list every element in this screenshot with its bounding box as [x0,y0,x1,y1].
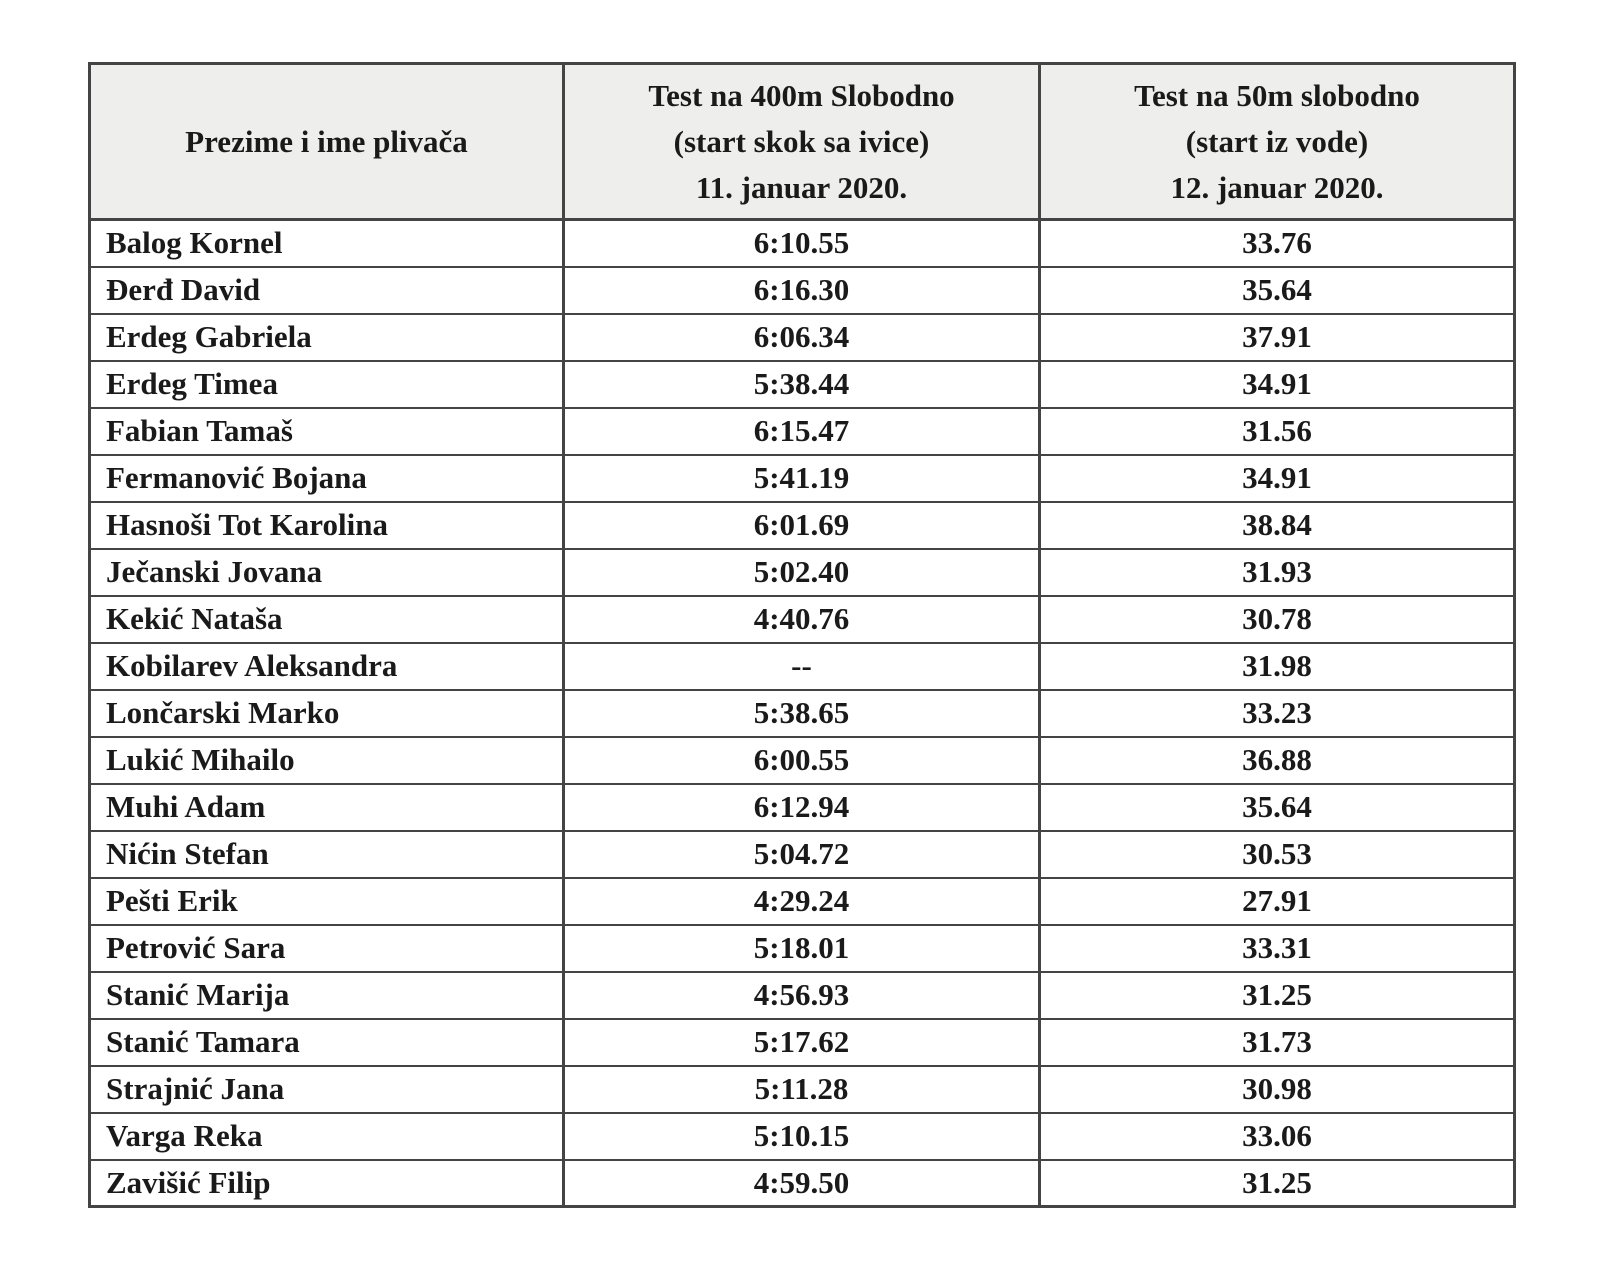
table-row [90,1066,1515,1113]
test-50m-result-cell: 35.64 [1040,267,1515,314]
table-row [90,690,1515,737]
test-50m-result-cell: 31.25 [1040,972,1515,1019]
test-50m-result-cell: 34.91 [1040,361,1515,408]
table-row [90,1019,1515,1066]
test-400m-result-cell: 5:04.72 [564,831,1040,878]
test-50m-result-cell: 30.53 [1040,831,1515,878]
table-body [90,220,1515,1207]
swimmer-name-cell: Fabian Tamaš [90,408,564,455]
test-400m-result-cell: 5:18.01 [564,925,1040,972]
swimmer-name-cell: Stanić Marija [90,972,564,1019]
table-row [90,1113,1515,1160]
test-50m-result-cell: 34.91 [1040,455,1515,502]
test-400m-result-cell: 5:11.28 [564,1066,1040,1113]
swimmer-name-cell: Varga Reka [90,1113,564,1160]
column-header-swimmer-name [90,64,564,220]
test-50m-result-cell: 36.88 [1040,737,1515,784]
test-50m-result-cell: 31.56 [1040,408,1515,455]
test-50m-result-cell: 31.73 [1040,1019,1515,1066]
test-400m-result-cell: 6:16.30 [564,267,1040,314]
swimmer-name-cell: Lončarski Marko [90,690,564,737]
test-400m-result-cell: 4:56.93 [564,972,1040,1019]
test-400m-result-cell: 4:29.24 [564,878,1040,925]
test-50m-result-cell: 33.76 [1040,220,1515,267]
table-row [90,831,1515,878]
swim-test-results-table [88,62,1516,1208]
table-row [90,408,1515,455]
column-header-swimmer-name-label: Prezime i ime plivača [185,123,468,159]
table-row [90,314,1515,361]
swimmer-name-cell: Strajnić Jana [90,1066,564,1113]
column-header-400m-test [564,64,1040,220]
test-50m-result-cell: 31.98 [1040,643,1515,690]
table-row [90,925,1515,972]
column-header-50m-test [1040,64,1515,220]
column-header-50m-line-3: 12. januar 2020. [1170,169,1384,205]
table-row [90,220,1515,267]
test-50m-result-cell: 38.84 [1040,502,1515,549]
table-row [90,643,1515,690]
table-row [90,878,1515,925]
test-50m-result-cell: 31.25 [1040,1160,1515,1207]
table-row [90,596,1515,643]
test-400m-result-cell: 6:10.55 [564,220,1040,267]
test-400m-result-cell: -- [564,643,1040,690]
table-row [90,1160,1515,1207]
swimmer-name-cell: Stanić Tamara [90,1019,564,1066]
test-400m-result-cell: 6:12.94 [564,784,1040,831]
swimmer-name-cell: Kobilarev Aleksandra [90,643,564,690]
column-header-400m-line-1: Test na 400m Slobodno [648,77,955,113]
table-row [90,361,1515,408]
swimmer-name-cell: Petrović Sara [90,925,564,972]
table-row [90,549,1515,596]
swimmer-name-cell: Muhi Adam [90,784,564,831]
test-400m-result-cell: 6:00.55 [564,737,1040,784]
table-row [90,737,1515,784]
swimmer-name-cell: Nićin Stefan [90,831,564,878]
table-row [90,784,1515,831]
test-400m-result-cell: 4:59.50 [564,1160,1040,1207]
swimmer-name-cell: Zavišić Filip [90,1160,564,1207]
table-row [90,267,1515,314]
swimmer-name-cell: Erdeg Timea [90,361,564,408]
test-400m-result-cell: 5:17.62 [564,1019,1040,1066]
swimmer-name-cell: Hasnoši Tot Karolina [90,502,564,549]
swimmer-name-cell: Fermanović Bojana [90,455,564,502]
header-row [90,64,1515,220]
swimmer-name-cell: Erdeg Gabriela [90,314,564,361]
test-50m-result-cell: 33.06 [1040,1113,1515,1160]
test-50m-result-cell: 33.23 [1040,690,1515,737]
results-table-container [88,62,1516,1208]
test-400m-result-cell: 4:40.76 [564,596,1040,643]
column-header-400m-line-3: 11. januar 2020. [695,169,908,205]
swimmer-name-cell: Đerđ David [90,267,564,314]
swimmer-name-cell: Ječanski Jovana [90,549,564,596]
test-50m-result-cell: 30.78 [1040,596,1515,643]
column-header-50m-line-2: (start iz vode) [1185,123,1369,159]
swimmer-name-cell: Pešti Erik [90,878,564,925]
test-50m-result-cell: 31.93 [1040,549,1515,596]
column-header-400m-line-2: (start skok sa ivice) [673,123,930,159]
test-400m-result-cell: 5:10.15 [564,1113,1040,1160]
test-50m-result-cell: 33.31 [1040,925,1515,972]
test-400m-result-cell: 5:41.19 [564,455,1040,502]
test-400m-result-cell: 6:15.47 [564,408,1040,455]
test-400m-result-cell: 6:06.34 [564,314,1040,361]
swimmer-name-cell: Balog Kornel [90,220,564,267]
table-row [90,455,1515,502]
test-400m-result-cell: 5:38.44 [564,361,1040,408]
test-50m-result-cell: 27.91 [1040,878,1515,925]
swimmer-name-cell: Lukić Mihailo [90,737,564,784]
test-50m-result-cell: 30.98 [1040,1066,1515,1113]
test-400m-result-cell: 5:38.65 [564,690,1040,737]
column-header-50m-line-1: Test na 50m slobodno [1134,77,1420,113]
test-400m-result-cell: 6:01.69 [564,502,1040,549]
test-400m-result-cell: 5:02.40 [564,549,1040,596]
swimmer-name-cell: Kekić Nataša [90,596,564,643]
table-row [90,972,1515,1019]
test-50m-result-cell: 37.91 [1040,314,1515,361]
test-50m-result-cell: 35.64 [1040,784,1515,831]
table-row [90,502,1515,549]
